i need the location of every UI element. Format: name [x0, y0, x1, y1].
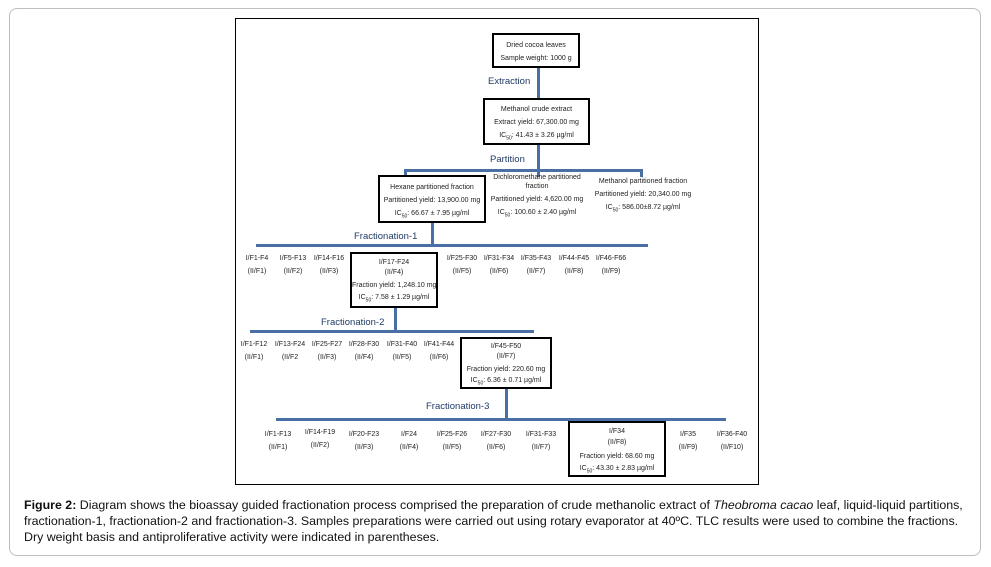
f3-item-id: (II/F10) [720, 444, 744, 451]
fractionation-3-selected-box [568, 421, 666, 477]
fractionation-2-label: Fractionation-2 [321, 317, 385, 328]
dichloromethane-fraction [489, 174, 585, 222]
caption-text-2: leaf, liquid-liquid partitions, fractionation-1, fractionation-2 and fractionation-3. Samples preparations were carried out using rotary evaporator at 40ºC. TLC results were used to combine the fractions. Dry weight basis and antiproliferative activity were indicated in parentheses. [24, 498, 963, 544]
f1-item [590, 255, 632, 275]
f3-item [300, 429, 340, 449]
f3-item-range: I/F1-F13 [264, 431, 292, 438]
f3-item [672, 431, 704, 451]
f3-box-ic50: $IC_{50}$: 43.30 ± 2.83 µg/ml [579, 465, 655, 475]
f3-item-range: I/F20-F23 [348, 431, 380, 438]
f2-box-line1: I/F45-F50 [490, 343, 522, 350]
f3-item-range: I/F36-F40 [716, 431, 748, 438]
f3-item [521, 431, 561, 451]
f2-box-line2: (II/F7) [496, 353, 516, 360]
f3-item-id: (II/F5) [442, 444, 462, 451]
connector [537, 68, 540, 98]
methanol-crude-extract-box [483, 98, 590, 145]
f2-item [270, 341, 310, 361]
f2-item-id: (II/F6) [429, 354, 449, 361]
f1-box-line2: (II/F4) [384, 269, 404, 276]
f1-item-id: (II/F6) [489, 268, 509, 275]
connector [256, 244, 648, 247]
f3-item-id: (II/F3) [354, 444, 374, 451]
dcm-ic50: $IC_{50}$: 100.60 ± 2.40 µg/ml [497, 209, 577, 219]
caption-label: Figure 2: [24, 498, 77, 512]
root-line2: Sample weight: 1000 g [500, 55, 572, 62]
f1-item [554, 255, 594, 275]
f3-box-line1: I/F34 [609, 428, 625, 435]
f3-item-range: I/F25-F26 [436, 431, 468, 438]
f2-item-id: (II/F2 [281, 354, 299, 361]
f3-item-id: (II/F2) [310, 442, 330, 449]
f1-item-id: (II/F1) [247, 268, 267, 275]
f3-item [344, 431, 384, 451]
f2-item-id: (II/F4) [354, 354, 374, 361]
f2-item [344, 341, 384, 361]
f1-item-id: (II/F9) [601, 268, 621, 275]
f1-item-range: I/F44-F45 [558, 255, 590, 262]
f2-item-id: (II/F5) [392, 354, 412, 361]
f2-item-id: (II/F1) [244, 354, 264, 361]
f3-item-range: I/F24 [401, 431, 417, 438]
f2-item-range: I/F13-F24 [274, 341, 306, 348]
f1-item-id: (II/F7) [526, 268, 546, 275]
f1-item-range: I/F14-F16 [313, 255, 345, 262]
mp-line1: Methanol partitioned fraction [598, 178, 688, 185]
f2-item-range: I/F31-F40 [386, 341, 418, 348]
connector [640, 169, 643, 177]
f3-box-line3: Fraction yield: 68.60 mg [579, 453, 655, 460]
dried-cocoa-leaves-box [492, 33, 580, 68]
f1-item-id: (II/F8) [564, 268, 584, 275]
methanol-crude-line2: Extract yield: 67,300.00 mg [494, 119, 579, 126]
diagram-frame [235, 18, 759, 485]
mp-ic50: $IC_{50}$: 586.00±8.72 µg/ml [605, 204, 681, 214]
f2-box-line3: Fraction yield: 220.60 mg [466, 366, 546, 373]
f1-item [442, 255, 482, 275]
f3-item-id: (II/F4) [399, 444, 419, 451]
f3-item-range: I/F31-F33 [525, 431, 557, 438]
f1-item [274, 255, 312, 275]
f1-item-range: I/F46-F66 [595, 255, 627, 262]
f1-item-range: I/F25-F30 [446, 255, 478, 262]
connector [537, 145, 540, 170]
f1-item-range: I/F31-F34 [483, 255, 515, 262]
partition-label: Partition [490, 154, 525, 165]
f3-item [389, 431, 429, 451]
dcm-line1b: fraction [525, 183, 549, 190]
f1-item-range: I/F35-F43 [520, 255, 552, 262]
fractionation-3-label: Fractionation-3 [426, 401, 490, 412]
f3-item [432, 431, 472, 451]
f1-item [310, 255, 348, 275]
fractionation-1-selected-box [350, 252, 438, 308]
f2-item [419, 341, 459, 361]
connector [431, 223, 434, 245]
f1-item [479, 255, 519, 275]
f2-item [307, 341, 347, 361]
f3-item-id: (II/F1) [268, 444, 288, 451]
f3-box-line2: (II/F8) [607, 439, 627, 446]
f3-item [710, 431, 754, 451]
dcm-line2: Partitioned yield: 4,620.00 mg [490, 196, 584, 203]
f2-box-ic50: $IC_{50}$: 6.36 ± 0.71 µg/ml [470, 377, 542, 387]
caption-species: Theobroma cacao [713, 498, 814, 512]
f1-item [238, 255, 276, 275]
f1-box-ic50: $IC_{50}$: 7.58 ± 1.29 µg/ml [358, 294, 430, 304]
f3-item-id: (II/F6) [486, 444, 506, 451]
f1-item [516, 255, 556, 275]
f1-item-id: (II/F3) [319, 268, 339, 275]
f2-item-range: I/F1-F12 [240, 341, 268, 348]
connector [250, 330, 534, 333]
hexane-line2: Partitioned yield: 13,900.00 mg [383, 197, 481, 204]
f1-item-range: I/F1-F4 [245, 255, 269, 262]
extraction-label: Extraction [488, 76, 531, 87]
connector [404, 169, 642, 172]
f3-item-id: (II/F9) [678, 444, 698, 451]
methanol-partitioned-fraction [591, 178, 695, 218]
fractionation-2-selected-box [460, 337, 552, 389]
hexane-fraction-box [378, 175, 486, 223]
f1-item-id: (II/F5) [452, 268, 472, 275]
root-line1: Dried cocoa leaves [506, 42, 566, 49]
f2-item-id: (II/F3) [317, 354, 337, 361]
connector [394, 308, 397, 331]
f1-box-line1: I/F17-F24 [378, 259, 410, 266]
mp-line2: Partitioned yield: 20,340.00 mg [594, 191, 692, 198]
f1-item-range: I/F5-F13 [279, 255, 307, 262]
f2-item [382, 341, 422, 361]
f1-item-id: (II/F2) [283, 268, 303, 275]
f2-item-range: I/F41-F44 [423, 341, 455, 348]
methanol-crude-line1: Methanol crude extract [500, 106, 573, 113]
f2-item-range: I/F25-F27 [311, 341, 343, 348]
f3-item-range: I/F27-F30 [480, 431, 512, 438]
f3-item [476, 431, 516, 451]
f2-item [236, 341, 272, 361]
figure-caption [24, 497, 968, 545]
connector [505, 389, 508, 419]
caption-text-1: Diagram shows the bioassay guided fractionation process comprised the preparation of crude methanolic extract of [76, 498, 714, 512]
f3-item-range: I/F35 [680, 431, 696, 438]
f1-box-line3: Fraction yield: 1,248.10 mg [352, 282, 437, 289]
f3-item [258, 431, 298, 451]
fractionation-1-label: Fractionation-1 [354, 231, 418, 242]
dcm-line1: Dichloromethane partitioned [493, 174, 581, 181]
methanol-crude-ic50: $IC_{50}$: 41.43 ± 3.26 µg/ml [499, 132, 574, 142]
f3-item-id: (II/F7) [531, 444, 551, 451]
hexane-ic50: $IC_{50}$: 66.67 ± 7.95 µg/ml [394, 210, 470, 220]
f3-item-range: I/F14-F19 [304, 429, 336, 436]
hexane-line1: Hexane partitioned fraction [390, 184, 474, 191]
f2-item-range: I/F28-F30 [348, 341, 380, 348]
